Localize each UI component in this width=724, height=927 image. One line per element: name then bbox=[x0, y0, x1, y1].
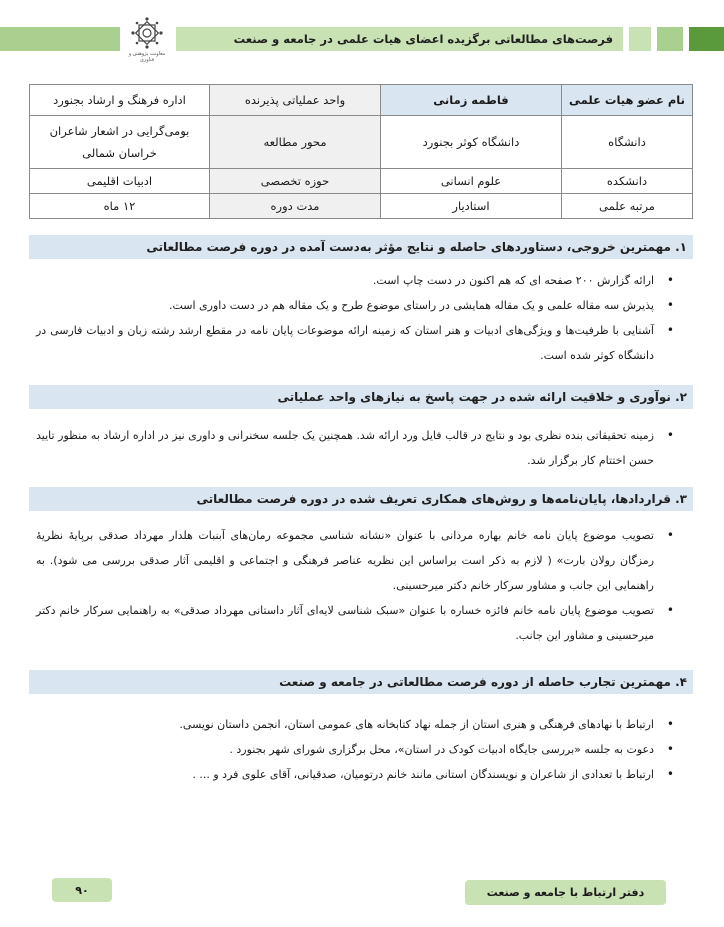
section-title: ۴. مهمترین تجارب حاصله از دوره فرصت مطالعاتی در جامعه و صنعت bbox=[279, 675, 687, 689]
table-cell: حوزه تخصصی bbox=[210, 169, 381, 194]
footer-office-label: دفتر ارتباط با جامعه و صنعت bbox=[465, 880, 666, 905]
list-item: • دعوت به جلسه «بررسی جایگاه ادبیات کودک در استان»، محل برگزاری شورای شهر بجنورد . bbox=[36, 737, 684, 762]
header-title: فرصت‌های مطالعاتی برگزیده اعضای هیات علمی در جامعه و صنعت bbox=[233, 32, 613, 46]
list-item: • ارتباط با تعدادی از شاعران و نویسندگان استانی مانند خانم درتومیان، صدقیانی، آقای علوی فرد و ... . bbox=[36, 762, 684, 787]
header-square bbox=[689, 27, 724, 51]
section-heading bbox=[29, 487, 693, 511]
section-list bbox=[36, 268, 684, 368]
table-cell: واحد عملیاتی پذیرنده bbox=[210, 85, 381, 116]
table-cell: مدت دوره bbox=[210, 194, 381, 219]
list-item: • ارتباط با نهادهای فرهنگی و هنری استان از جمله نهاد کتابخانه های عمومی استان، انجمن داستان نویسی. bbox=[36, 712, 684, 737]
list-item: • تصویب موضوع پایان نامه خانم بهاره مردانی با عنوان «نشانه شناسی مجموعه رمان‌های آبنبات هلدار مهرداد صدقی برپایهٔ نظریهٔ رمزگان رولان بارت» ( لازم به ذکر است براساس این نظریه عناصر فرهنگی و اجتماعی و اقلیمی آثار صدقی بررسی می شود). به راهنمایی این جانب و مشاور سرکار خانم دکتر میرحسینی. bbox=[36, 523, 684, 598]
table-cell: فاطمه زمانی bbox=[381, 85, 562, 116]
table-cell: دانشگاه کوثر بجنورد bbox=[381, 116, 562, 169]
table-row bbox=[30, 85, 693, 116]
header-left-bar bbox=[0, 27, 120, 51]
table-cell: اداره فرهنگ و ارشاد بجنورد bbox=[30, 85, 210, 116]
list-item: • ارائه گزارش ۲۰۰ صفحه ای که هم اکنون در دست چاپ است. bbox=[36, 268, 684, 293]
table-cell: ادبیات اقلیمی bbox=[30, 169, 210, 194]
table-cell: دانشکده bbox=[562, 169, 693, 194]
table-cell: محور مطالعه bbox=[210, 116, 381, 169]
page-number: ۹۰ bbox=[52, 878, 112, 902]
list-item: • آشنایی با ظرفیت‌ها و ویژگی‌های ادبیات و هنر استان که زمینه ارائه موضوعات پایان نامه در مقطع ارشد رشته زبان و ادبیات فارسی در دانشگاه کوثر شده است. bbox=[36, 318, 684, 368]
logo-caption: معاونت پژوهش و فناوری bbox=[128, 51, 166, 63]
table-row bbox=[30, 169, 693, 194]
list-item: • تصویب موضوع پایان نامه خانم فائزه خساره با عنوان «سبک شناسی لایه‌ای آثار داستانی مهرداد صدقی» به راهنمایی سرکار خانم دکتر میرحسینی و مشاور این جانب. bbox=[36, 598, 684, 648]
table-cell: ۱۲ ماه bbox=[30, 194, 210, 219]
faculty-info-table bbox=[29, 84, 693, 219]
table-cell: علوم انسانی bbox=[381, 169, 562, 194]
table-row bbox=[30, 194, 693, 219]
header-square bbox=[629, 27, 651, 51]
table-row bbox=[30, 116, 693, 169]
table-cell: بومی‌گرایی در اشعار شاعران خراسان شمالی bbox=[30, 116, 210, 169]
table-cell: استادیار bbox=[381, 194, 562, 219]
section-title: ۲. نوآوری و خلاقیت ارائه شده در جهت پاسخ به نیازهای واحد عملیاتی bbox=[277, 390, 687, 404]
table-cell: مرتبه علمی bbox=[562, 194, 693, 219]
table-cell: دانشگاه bbox=[562, 116, 693, 169]
header-band bbox=[0, 27, 724, 51]
university-emblem-icon bbox=[130, 16, 164, 50]
section-heading bbox=[29, 385, 693, 409]
section-title: ۳. قراردادها، پایان‌نامه‌ها و روش‌های همکاری تعریف شده در دوره فرصت مطالعاتی bbox=[196, 492, 687, 506]
list-item: • زمینه تحقیقاتی بنده نظری بود و نتایج در قالب فایل ورد ارائه شد. همچنین یک جلسه سخنرانی و داوری نیز در اداره ارشاد به منظور تایید حسن اختتام کار برگزار شد. bbox=[36, 423, 684, 473]
table-cell: نام عضو هیات علمی bbox=[562, 85, 693, 116]
university-logo bbox=[124, 16, 170, 70]
list-item: • پذیرش سه مقاله علمی و یک مقاله همایشی در راستای موضوع طرح و یک مقاله هم در دست داوری است. bbox=[36, 293, 684, 318]
section-heading bbox=[29, 670, 693, 694]
header-square bbox=[657, 27, 683, 51]
section-list bbox=[36, 712, 684, 787]
section-list bbox=[36, 423, 684, 473]
section-heading bbox=[29, 235, 693, 259]
header-title-bar bbox=[176, 27, 623, 51]
section-title: ۱. مهمترین خروجی، دستاوردهای حاصله و نتایج مؤثر به‌دست آمده در دوره فرصت مطالعاتی bbox=[146, 240, 687, 254]
section-list bbox=[36, 523, 684, 648]
